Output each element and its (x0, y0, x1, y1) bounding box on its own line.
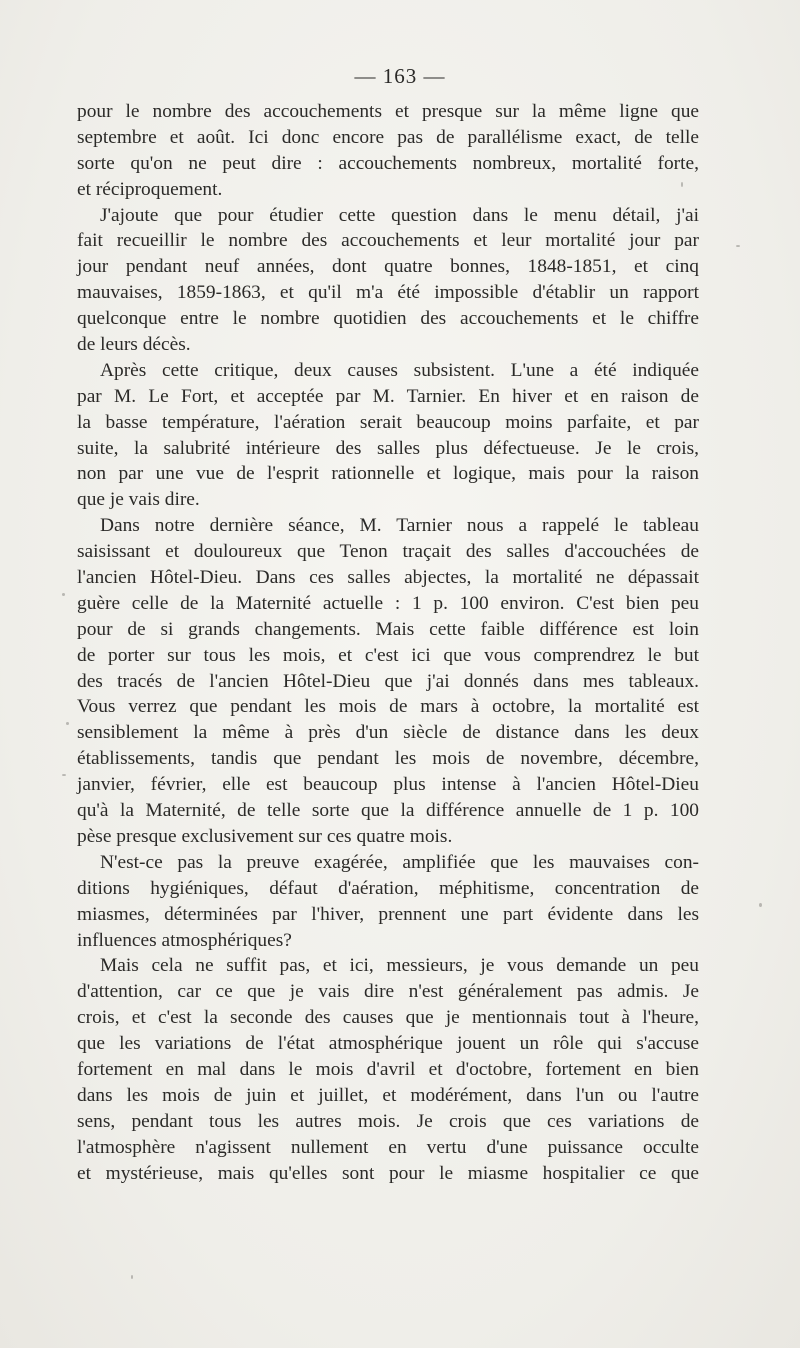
text-line: et mystérieuse, mais qu'elles sont pour le miasme hospitalier ce que (77, 1162, 699, 1184)
scan-speck (736, 245, 740, 247)
text-line: de leurs décès. (77, 334, 191, 356)
text-line: miasmes, déterminées par l'hiver, prennent une part évidente dans les (77, 903, 699, 925)
text-line: fait recueillir le nombre des accouchements et leur mortalité jour par (77, 230, 699, 252)
page-number: — 163 — (354, 64, 446, 88)
text-line: sensiblement la même à près d'un siècle de distance dans les deux (77, 722, 699, 744)
scan-speck (62, 593, 65, 596)
text-line: de porter sur tous les mois, et c'est ici que vous comprendrez le but (77, 644, 699, 666)
text-line: la basse température, l'aération serait beaucoup moins parfaite, et par (77, 411, 699, 433)
scan-speck (131, 1275, 133, 1279)
body-text (77, 99, 699, 1186)
text-line: N'est-ce pas la preuve exagérée, amplifiée que les mauvaises con- (100, 851, 699, 873)
text-line: mauvaises, 1859-1863, et qu'il m'a été impossible d'établir un rapport (77, 282, 699, 304)
text-line: qu'à la Maternité, de telle sorte que la différence annuelle de 1 p. 100 (77, 800, 699, 822)
paragraph (77, 358, 699, 513)
text-line: Après cette critique, deux causes subsistent. L'une a été indiquée (100, 359, 699, 381)
text-line: par M. Le Fort, et acceptée par M. Tarnier. En hiver et en raison de (77, 385, 699, 407)
text-line: saisissant et douloureux que Tenon traçait des salles d'accouchées de (77, 541, 699, 563)
text-line: non par une vue de l'esprit rationnelle et logique, mais pour la raison (77, 463, 699, 485)
text-line: l'ancien Hôtel-Dieu. Dans ces salles abjectes, la mortalité ne dépassait (77, 567, 699, 589)
text-line: que je vais dire. (77, 489, 200, 511)
text-line: crois, et c'est la seconde des causes que je mentionnais tout à l'heure, (77, 1007, 699, 1029)
text-line: quelconque entre le nombre quotidien des accouchements et le chiffre (77, 308, 699, 330)
text-line: influences atmosphériques? (77, 929, 292, 951)
paragraph (77, 850, 699, 954)
text-line: suite, la salubrité intérieure des salles plus défectueuse. Je le crois, (77, 437, 699, 459)
text-line: pour de si grands changements. Mais cette faible différence est loin (77, 618, 699, 640)
scan-speck (759, 903, 762, 907)
text-line: jour pendant neuf années, dont quatre bonnes, 1848-1851, et cinq (77, 256, 699, 278)
text-line: et réciproquement. (77, 178, 223, 200)
paragraph (77, 513, 699, 850)
text-line: d'attention, car ce que je vais dire n'est généralement pas admis. Je (77, 981, 699, 1003)
text-line: fortement en mal dans le mois d'avril et d'octobre, fortement en bien (77, 1058, 699, 1080)
text-line: Dans notre dernière séance, M. Tarnier nous a rappelé le tableau (100, 515, 699, 537)
scan-speck (681, 182, 683, 187)
text-line: que les variations de l'état atmosphérique jouent un rôle qui s'accuse (77, 1033, 699, 1055)
text-line: sorte qu'on ne peut dire : accouchements nombreux, mortalité forte, (77, 152, 699, 174)
text-line: établissements, tandis que pendant les mois de novembre, décembre, (77, 748, 699, 770)
text-line: guère celle de la Maternité actuelle : 1 p. 100 environ. C'est bien peu (77, 592, 699, 614)
paragraph (77, 99, 699, 203)
paragraph (77, 953, 699, 1186)
text-line: Mais cela ne suffit pas, et ici, messieurs, je vous demande un peu (100, 955, 699, 977)
text-line: J'ajoute que pour étudier cette question dans le menu détail, j'ai (100, 204, 699, 226)
text-line: Vous verrez que pendant les mois de mars à octobre, la mortalité est (77, 696, 699, 718)
text-line: septembre et août. Ici donc encore pas de parallélisme exact, de telle (77, 126, 699, 148)
text-line: pour le nombre des accouchements et presque sur la même ligne que (77, 101, 699, 122)
scan-speck (62, 774, 66, 776)
text-line: l'atmosphère n'agissent nullement en vertu d'une puissance occulte (77, 1136, 699, 1158)
scan-speck (66, 722, 69, 725)
text-line: des tracés de l'ancien Hôtel-Dieu que j'ai donnés dans mes tableaux. (77, 670, 699, 692)
paragraph (77, 203, 699, 358)
text-line: janvier, février, elle est beaucoup plus intense à l'ancien Hôtel-Dieu (77, 774, 699, 796)
text-line: sens, pendant tous les autres mois. Je crois que ces variations de (77, 1110, 699, 1132)
text-line: pèse presque exclusivement sur ces quatre mois. (77, 825, 453, 847)
text-line: dans les mois de juin et juillet, et modérément, dans l'un ou l'autre (77, 1084, 699, 1106)
text-line: ditions hygiéniques, défaut d'aération, méphitisme, concentration de (77, 877, 699, 899)
